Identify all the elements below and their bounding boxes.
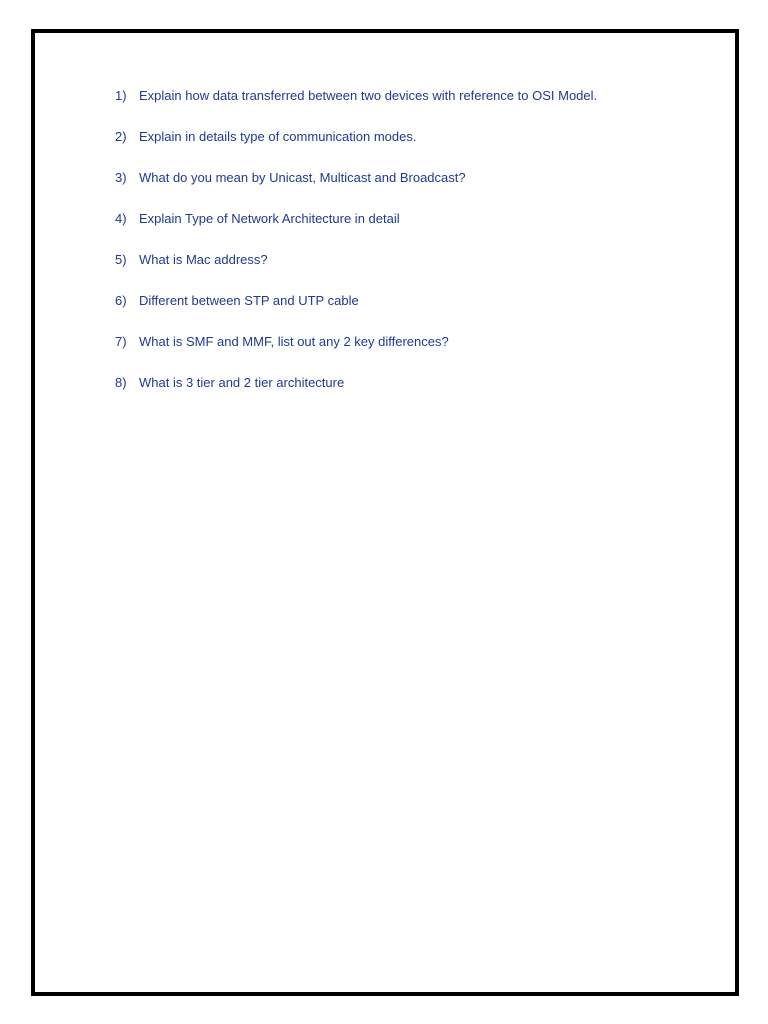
question-text: What is SMF and MMF, list out any 2 key differences?: [139, 334, 449, 349]
question-text: Explain Type of Network Architecture in detail: [139, 211, 400, 226]
question-number: 3): [115, 170, 127, 185]
question-number: 4): [115, 211, 127, 226]
question-number: 5): [115, 252, 127, 267]
question-text: What is 3 tier and 2 tier architecture: [139, 375, 345, 390]
question-text: Explain how data transferred between two devices with reference to OSI Model.: [139, 88, 598, 103]
question-text: What is Mac address?: [139, 252, 268, 267]
question-number: 8): [115, 375, 127, 390]
question-text: Explain in details type of communication modes.: [139, 129, 417, 144]
question-text: What do you mean by Unicast, Multicast and Broadcast?: [139, 170, 466, 185]
question-number: 2): [115, 129, 127, 144]
question-text: Different between STP and UTP cable: [139, 293, 359, 308]
question-number: 1): [115, 88, 127, 103]
question-number: 7): [115, 334, 127, 349]
question-number: 6): [115, 293, 127, 308]
